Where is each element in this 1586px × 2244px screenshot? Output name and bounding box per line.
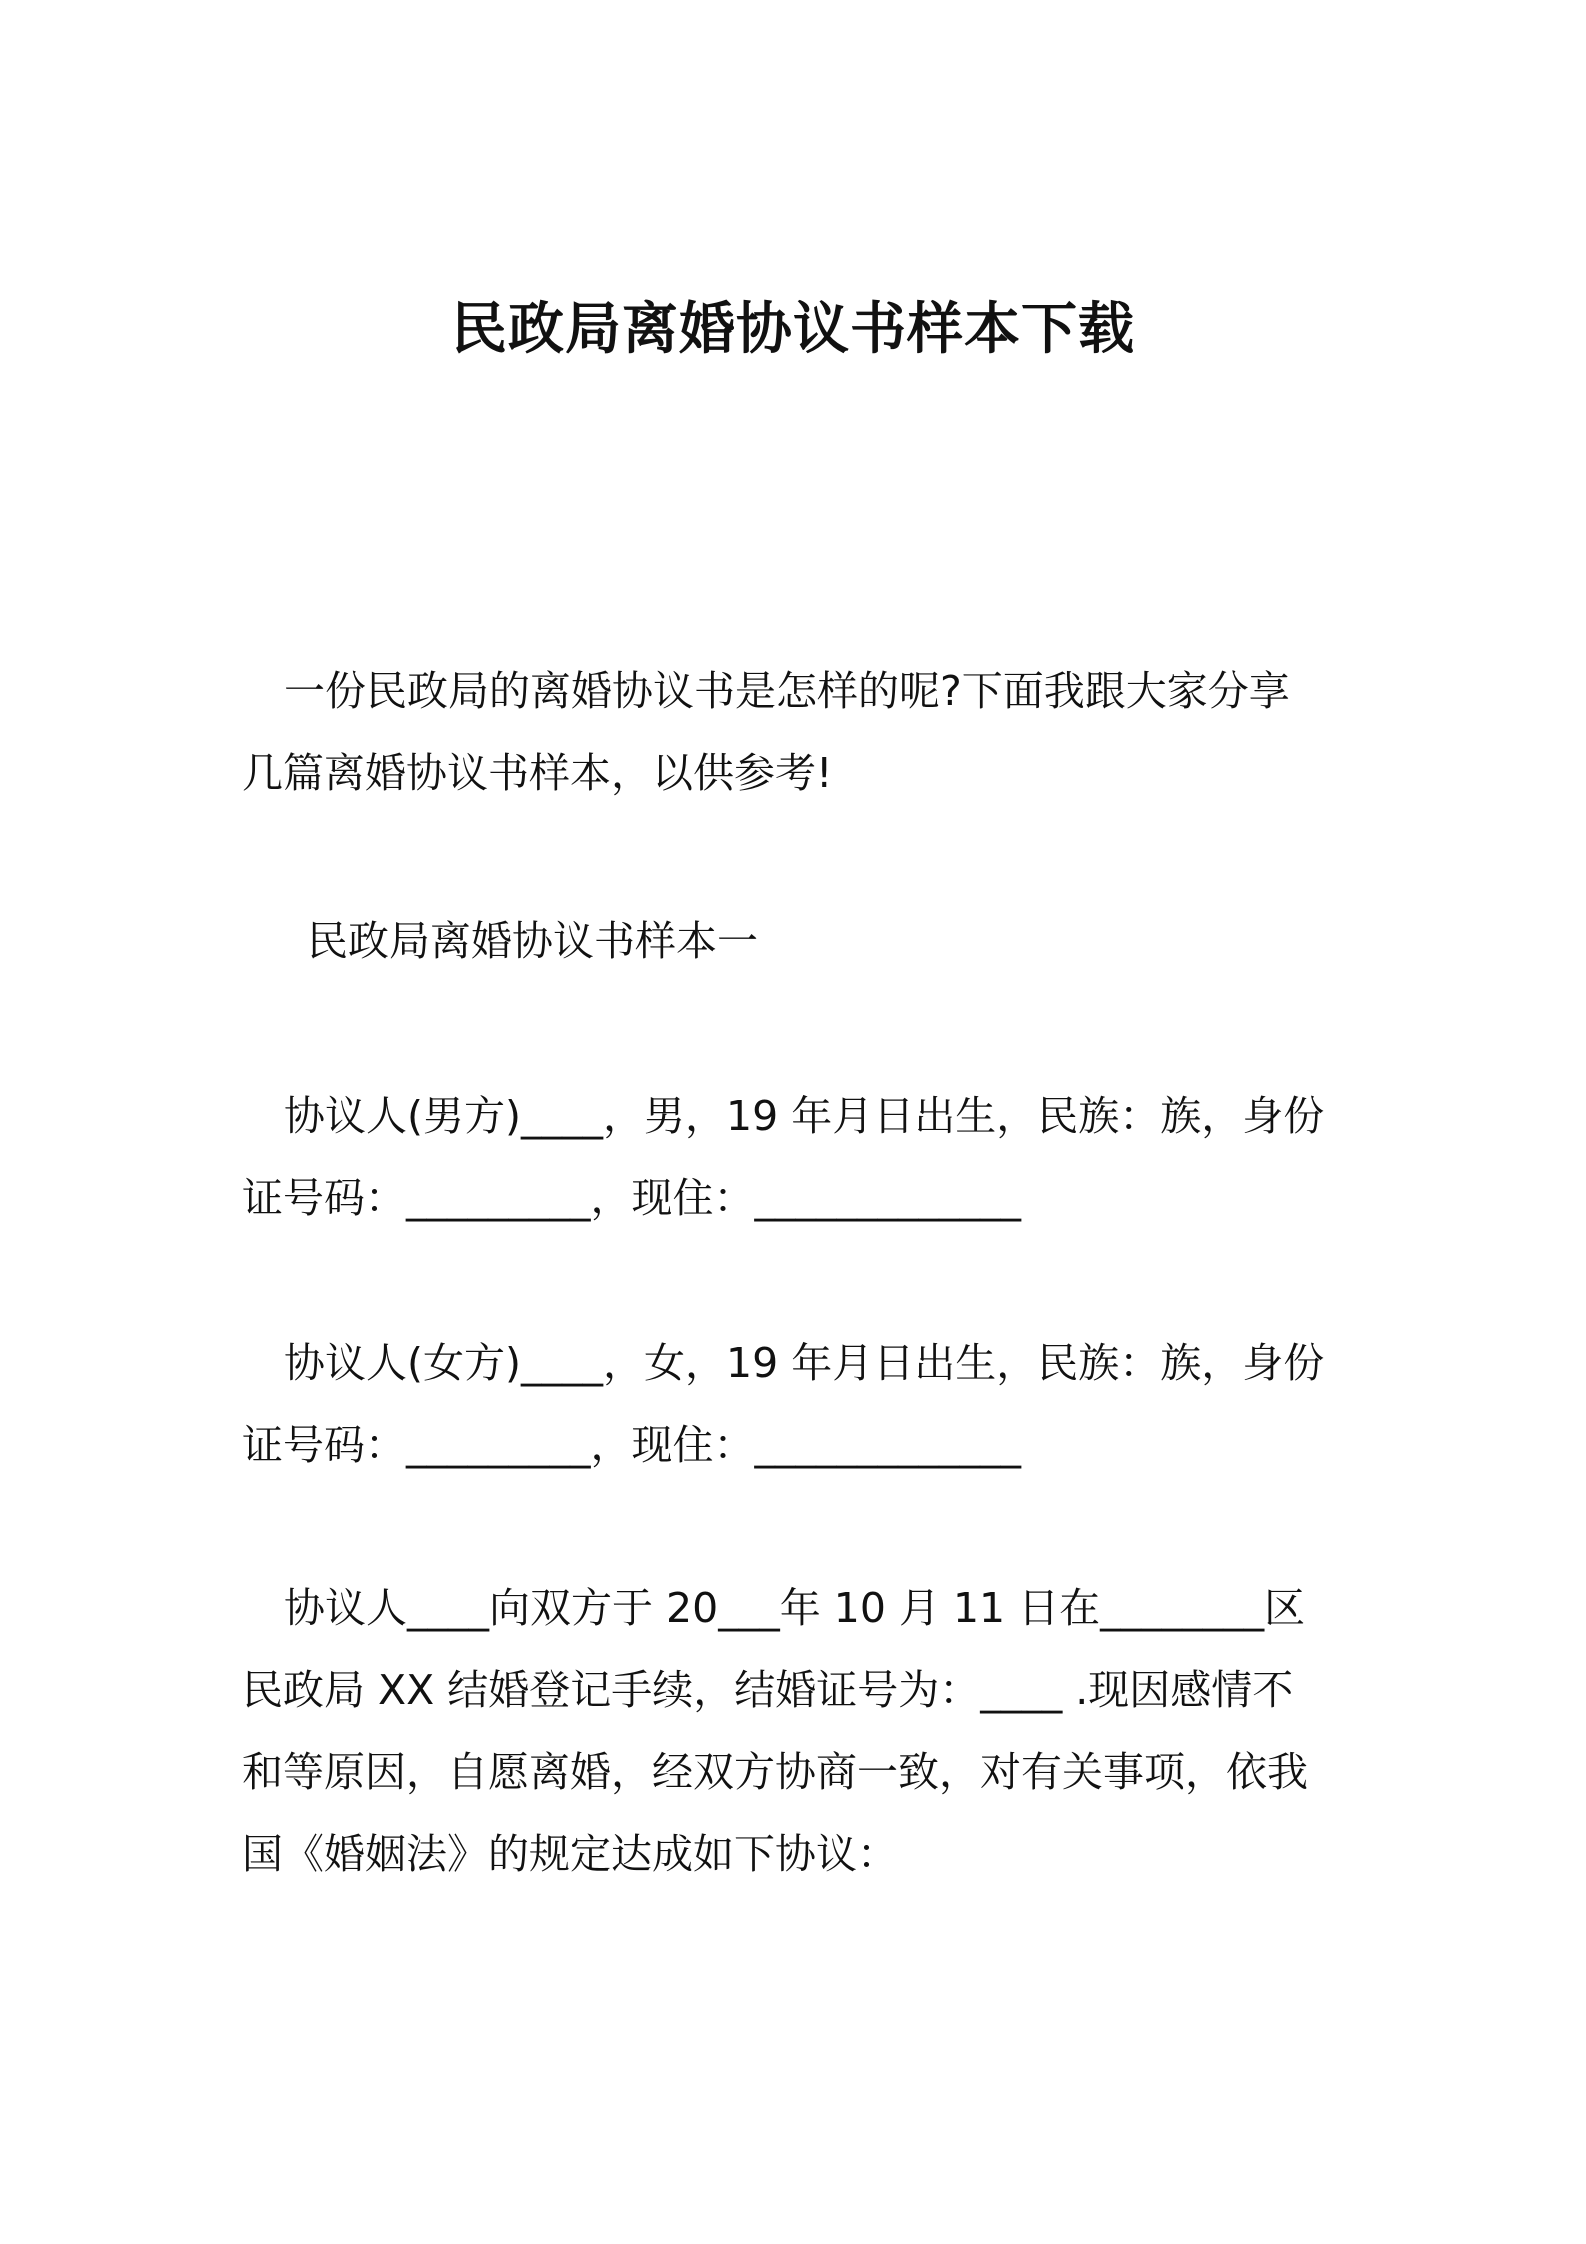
male-party-line-2: 证号码：_________，现住：_____________	[242, 1174, 1021, 1222]
female-party-line-2: 证号码：_________，现住：_____________	[242, 1421, 1021, 1469]
agreement-line-1: 协议人____向双方于 20___年 10 月 11 日在________区	[284, 1584, 1306, 1632]
agreement-paragraph	[242, 1567, 1352, 1895]
intro-line-2: 几篇离婚协议书样本，以供参考!	[242, 749, 833, 797]
document-title: 民政局离婚协议书样本下载	[451, 297, 1135, 362]
agreement-line-2: 民政局 XX 结婚登记手续，结婚证号为：____ .现因感情不	[242, 1666, 1294, 1714]
male-party-paragraph	[242, 1075, 1352, 1239]
agreement-line-4: 国《婚姻法》的规定达成如下协议：	[242, 1830, 898, 1878]
sample-heading-text: 民政局离婚协议书样本一	[307, 917, 758, 965]
female-party-line-1: 协议人(女方)____，女，19 年月日出生，民族：族，身份	[284, 1339, 1325, 1387]
male-party-line-1: 协议人(男方)____，男，19 年月日出生，民族：族，身份	[284, 1092, 1325, 1140]
female-party-paragraph	[242, 1322, 1352, 1486]
intro-paragraph	[242, 650, 1352, 814]
intro-line-1: 一份民政局的离婚协议书是怎样的呢?下面我跟大家分享	[284, 667, 1290, 715]
agreement-line-3: 和等原因，自愿离婚，经双方协商一致，对有关事项，依我	[242, 1748, 1308, 1796]
sample-heading	[307, 900, 1417, 982]
